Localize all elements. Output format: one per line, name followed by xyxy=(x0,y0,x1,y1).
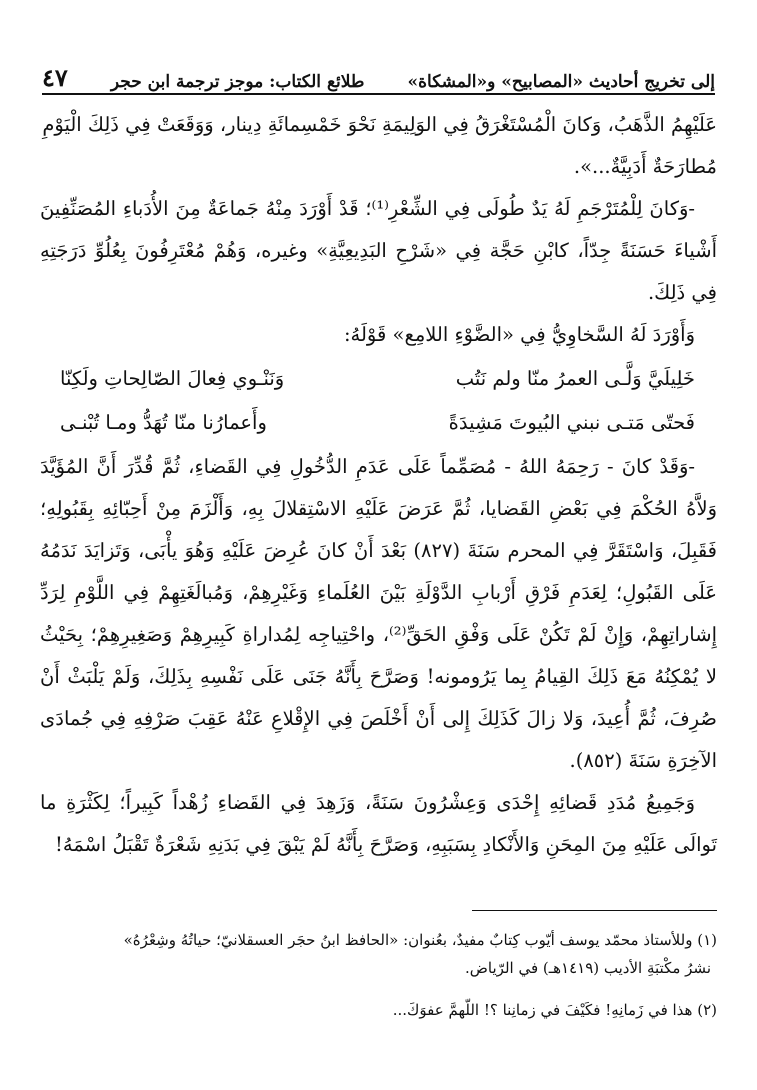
header-divider xyxy=(42,93,715,95)
paragraph-2: -وَكانَ لِلْمُتَرْجَمِ لَهُ يَدٌ طُولَى فِي الشِّعْرِ⁽¹⁾؛ قَدْ أَوْرَدَ مِنْهُ جَماعَةٌ مِنَ الأُدَباءِ المُصَنِّفِينَ أَشْياءَ حَسَنَةً جِدّاً، كابْنِ حَجَّة فِي «شَرْحِ البَدِيعِيَّةِ» وغيره، وَهُمْ مُعْتَرِفُونَ بِعُلُوِّ دَرَجَتِهِ فِي ذَلِكَ. xyxy=(40,197,717,304)
verse-line-1 xyxy=(40,358,717,400)
paragraph-4: -وَقَدْ كانَ - رَحِمَهُ اللهُ - مُصَمِّماً عَلَى عَدَمِ الدُّخُولِ فِي القَضاءِ، ثُمَّ قُدِّرَ أَنَّ المُؤَيَّدَ وَلاَّهُ الحُكْمَ فِي بَعْضِ القَضايا، ثُمَّ عَرَضَ عَلَيْهِ الاسْتِقلالَ بِهِ، وَأَلْزَمَ مِنْ أَحِبّائِهِ بِقَبُولِهِ؛ فَقَبِلَ، وَاسْتَقَرَّ فِي المحرم سَنَةَ (٨٢٧) بَعْدَ أَنْ كانَ عُرِضَ عَلَيْهِ وَهُوَ يأْبَى، وَتَزايَدَ نَدَمُهُ عَلَى القَبُولِ؛ لِعَدَمِ فَرْقِ أَرْبابِ الدَّوْلَةِ بَيْنَ العُلَماءِ وَغَيْرِهِمْ، وَمُبالَغَتِهِمْ فِي اللَّوْمِ لِرَدِّ إِشاراتِهِمْ، وَإِنْ لَمْ تَكُنْ عَلَى وَفْقِ الحَقِّ⁽²⁾، واحْتِياجِه لِمُداراةِ كَبِيرِهِمْ وَصَغِيرِهِمْ؛ بِحَيْثُ لا يُمْكِنُهُ مَعَ ذَلِكَ القِيامُ بِما يَرُومونه! وَصَرَّحَ بِأَنَّهُ جَنَى عَلَى نَفْسِهِ بِذَلِكَ، وَلَمْ يَلْبَثْ أَنْ صُرِفَ، ثُمَّ أُعِيدَ، وَلا زالَ كَذَلِكَ إِلى أَنْ أَخْلَصَ فِي الإِقْلاعِ عَنْهُ عَقِبَ صَرْفِهِ فِي جُمادَى الآخِرَةِ سَنَةَ (٨٥٢). xyxy=(40,455,718,772)
footnote-divider xyxy=(472,910,717,911)
verse-2-first-hemistich: فَحتّى مَتـى نبني البُيوتَ مَشِيدَةً xyxy=(448,411,695,434)
running-title-right: إلى تخريج أحاديث «المصابيح» و«المشكاة» xyxy=(407,72,715,92)
verse-1-second-hemistich: وَنَنْـوي فِعالَ الصّالِحاتِ ولَكِنّا xyxy=(60,367,285,390)
paragraph-1-line-2: مُطارَحَةٌ أَدَبِيَّةٌ...». xyxy=(573,155,717,178)
page-number: ٤٧ xyxy=(42,63,68,92)
paragraph-3: وَأَوْرَدَ لَهُ السَّخاوِيُّ فِي «الضَّوْءِ اللامِع» قَوْلَهُ: xyxy=(343,323,695,346)
paragraph-5: وَجَمِيعُ مُدَدِ قَضائِهِ إِحْدَى وَعِشْرُونَ سَنَةً، وَزَهِدَ فِي القَضاءِ زُهْداً كَبِيراً؛ لِكَثْرَةِ ما تَوالَى عَلَيْهِ مِنَ المِحَنِ وَالأَنْكادِ بِسَبَبِهِ، وَصَرَّحَ بِأَنَّهُ لَمْ يَبْقَ فِي بَدَنِهِ شَعْرَةٌ تَقْبَلُ اسْمَهُ! xyxy=(40,791,717,856)
verse-2-second-hemistich: وأَعمارُنا منّا تُهَدُّ ومـا تُبْنـى xyxy=(60,411,267,434)
verse-1-first-hemistich: خَلِيلَيَّ وَلَّـى العمرُ منّا ولم نَتُب xyxy=(455,367,695,390)
footnotes xyxy=(40,926,717,1024)
footnote-2: (٢) هذا في زَمانِهِ! فكَيْفَ في زمانِنا ؟! اللّهمَّ عفوَكَ... xyxy=(392,1001,717,1019)
footnote-1-line-1: (١) وللأستاذ محمّد يوسف أيّوب كِتابٌ مفيدٌ، بعُنوان: «الحافظ ابنُ حجَر العسقلانيّ؛ حياتُهُ وشِعْرُهُ» xyxy=(123,931,717,949)
paragraph-1-line-1: عَلَيْهِمُ الذَّهَبُ، وَكانَ الْمُسْتَغْرَقُ فِي الوَلِيمَةِ نَحْوَ خَمْسِمائَةِ دِينار، وَوَقَعَتْ فِي ذَلِكَ الْيَوْمِ xyxy=(42,113,717,136)
main-text xyxy=(40,104,717,866)
verse-line-2 xyxy=(40,402,717,444)
page-header xyxy=(42,58,715,92)
running-title-left: طلائع الكتاب: موجز ترجمة ابن حجر xyxy=(110,72,365,92)
footnote-1-line-2: نشرُ مكْتبَةِ الأديب (١٤١٩هـ) في الرّياض. xyxy=(465,959,711,977)
